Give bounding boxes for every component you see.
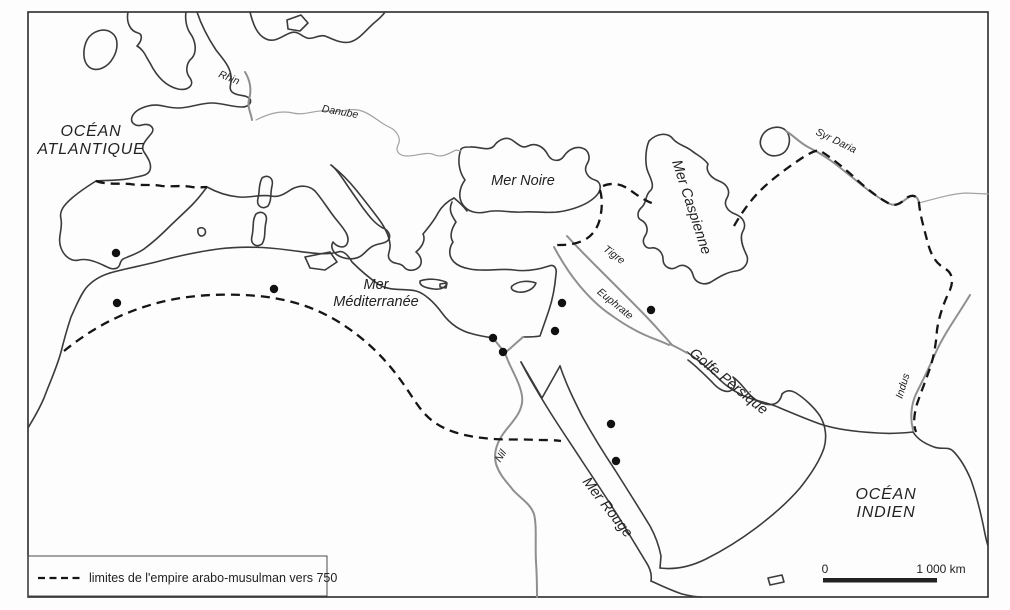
coastline-red-sea-east: [560, 366, 661, 568]
city-dot: [551, 327, 559, 335]
coastline-balkans-greece: [331, 165, 454, 270]
coastline-aral-lake: [760, 127, 789, 156]
coastline-anatolia-levant: [450, 202, 556, 337]
label-river-indus: Indus: [893, 371, 913, 401]
label-mer-mediterranee-line2: Méditerranée: [333, 294, 419, 310]
river-shatt-al-arab: [670, 344, 687, 353]
coastline-sardinia: [252, 212, 267, 245]
map-labels: [36, 68, 916, 540]
coastline-india: [913, 432, 988, 546]
city-dot: [270, 285, 278, 293]
scale-end-label: 1 000 km: [916, 562, 966, 576]
city-dot: [499, 348, 507, 356]
city-dot: [647, 306, 655, 314]
label-river-euphrate: Euphrate: [594, 285, 636, 323]
label-mer-rouge: Mer Rouge: [578, 474, 636, 541]
coastline-morocco-atlantic: [28, 273, 110, 428]
label-mer-mediterranee-line1: Mer: [363, 277, 389, 293]
city-dot: [612, 457, 620, 465]
city-dot: [607, 420, 615, 428]
label-river-tigre: Tigre: [600, 243, 628, 267]
boundary-caucasus: [603, 184, 654, 204]
legend-label: limites de l'empire arabo-musulman vers 750: [89, 571, 338, 585]
empire-boundary: [64, 150, 952, 441]
river-nil: [492, 353, 537, 597]
coastlines: [28, 12, 988, 597]
coastline-gulf-of-lion: [207, 187, 292, 197]
coastline-great-britain: [127, 12, 195, 89]
label-mer-caspienne: Mer Caspienne: [668, 158, 714, 257]
coastline-ireland: [84, 30, 117, 69]
river-danube: [256, 110, 461, 156]
label-golfe-persique: Golfe Persique: [686, 345, 771, 419]
coastline-corsica: [258, 176, 273, 207]
coastline-rhodes: [440, 283, 447, 288]
coastline-arabia-south-east: [660, 391, 826, 569]
label-river-nil: Nil: [492, 447, 510, 465]
city-dot: [558, 299, 566, 307]
label-ocean-indien-line2: INDIEN: [856, 504, 916, 521]
city-dot: [489, 334, 497, 342]
coastline-italy: [292, 165, 390, 259]
coastline-sinai: [521, 362, 560, 398]
label-ocean-atlantique-line2: ATLANTIQUE: [37, 141, 145, 158]
boundary-anatolia-east: [557, 190, 602, 245]
coastline-north-africa: [110, 247, 493, 338]
coastline-cyprus: [511, 281, 536, 292]
coastline-horn-of-africa: [651, 581, 702, 597]
label-river-danube: Danube: [320, 102, 360, 122]
label-ocean-indien-line1: OCÉAN: [855, 486, 917, 503]
boundary-southern-france: [96, 181, 207, 187]
coastline-balearic: [198, 228, 206, 236]
legend: [28, 556, 337, 596]
label-ocean-atlantique-line1: OCÉAN: [60, 123, 122, 140]
coastline-sicily: [305, 252, 337, 270]
river-nil-delta-branches: [493, 337, 523, 353]
map-border-frame: [28, 12, 988, 597]
scale-start-label: 0: [821, 562, 829, 576]
river-syr-daria-east: [919, 193, 988, 203]
city-dot: [113, 299, 121, 307]
city-dot: [112, 249, 120, 257]
coastline-socotra: [768, 575, 784, 585]
coastline-baltic: [250, 12, 385, 42]
label-river-rhin: Rhin: [216, 68, 242, 88]
label-river-syr-daria: Syr Daria: [813, 126, 859, 156]
scale-bar: [822, 562, 966, 583]
boundary-transoxiana-indus: [734, 150, 952, 432]
label-mer-noire: Mer Noire: [491, 173, 555, 189]
coastline-baltic-island: [287, 15, 308, 31]
boundary-north-africa: [64, 295, 561, 441]
scale-bar-rule: [823, 578, 937, 583]
